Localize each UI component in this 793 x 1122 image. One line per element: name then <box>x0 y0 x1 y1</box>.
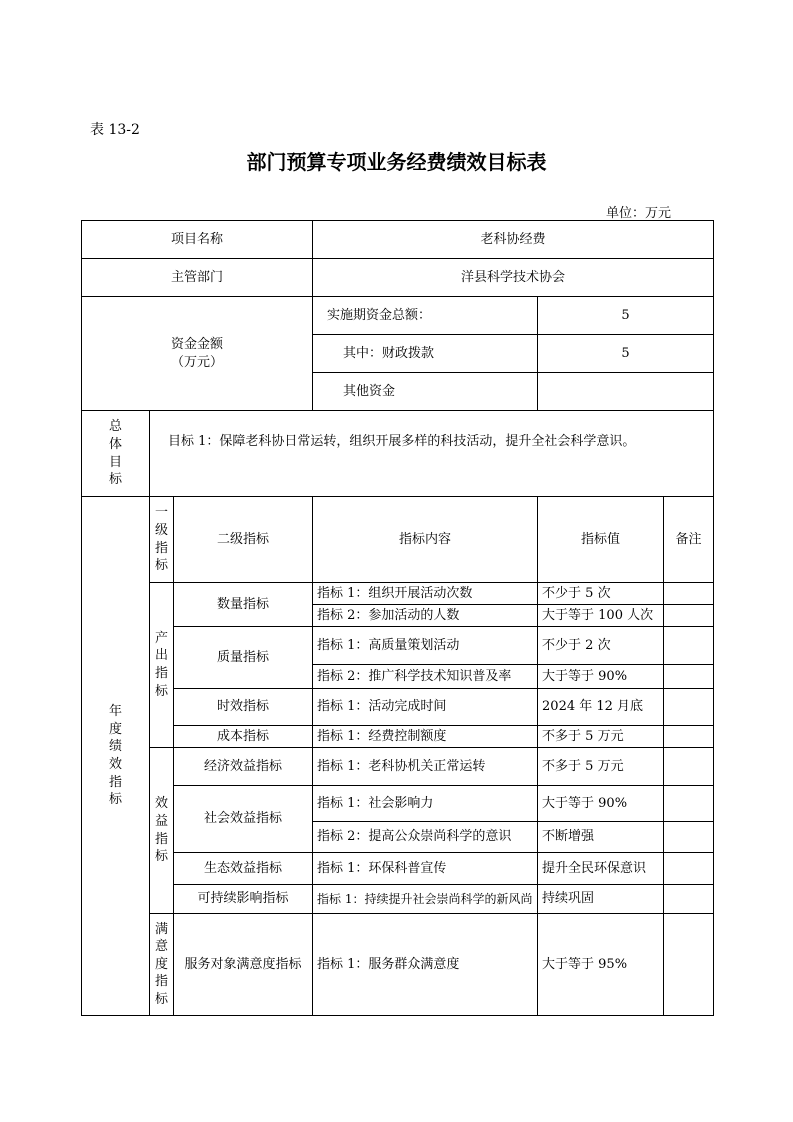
indicator-note <box>664 914 714 1016</box>
service-satisfaction-indicator: 服务对象满意度指标 <box>174 914 313 1016</box>
indicator-content: 指标 1：服务群众满意度 <box>313 914 538 1016</box>
social-indicator: 社会效益指标 <box>174 786 313 853</box>
department-value: 洋县科学技术协会 <box>313 259 714 297</box>
indicator-note <box>664 689 714 726</box>
table-row <box>82 221 714 259</box>
table-row <box>82 497 714 583</box>
performance-table <box>81 220 714 1016</box>
quality-indicator: 质量指标 <box>174 627 313 689</box>
table-row <box>82 885 714 914</box>
indicator-value: 不少于 2 次 <box>538 627 664 665</box>
project-name-label: 项目名称 <box>82 221 313 259</box>
table-row <box>82 914 714 1016</box>
indicator-note <box>664 786 714 822</box>
indicator-content: 指标 2：提高公众崇尚科学的意识 <box>313 822 538 853</box>
table-row <box>82 411 714 497</box>
indicator-note <box>664 627 714 665</box>
indicator-value: 提升全民环保意识 <box>538 853 664 885</box>
indicator-content: 指标 1：持续提升社会崇尚科学的新风尚 <box>313 885 538 914</box>
indicator-content: 指标 1：活动完成时间 <box>313 689 538 726</box>
indicator-value: 大于等于 90% <box>538 786 664 822</box>
benefit-indicators-label: 效 益 指 标 <box>150 748 174 914</box>
total-fund-value: 5 <box>538 297 714 335</box>
sustainable-indicator: 可持续影响指标 <box>174 885 313 914</box>
table-row <box>82 583 714 605</box>
table-row <box>82 689 714 726</box>
department-label: 主管部门 <box>82 259 313 297</box>
timeliness-indicator: 时效指标 <box>174 689 313 726</box>
value-header: 指标值 <box>538 497 664 583</box>
table-row <box>82 748 714 786</box>
fiscal-fund-value: 5 <box>538 335 714 373</box>
indicator-value: 大于等于 95% <box>538 914 664 1016</box>
other-fund-label: 其他资金 <box>313 373 538 411</box>
annual-indicators-label: 年 度 绩 效 指 标 <box>82 497 150 1016</box>
table-row <box>82 259 714 297</box>
indicator-content: 指标 1：经费控制额度 <box>313 726 538 748</box>
table-caption: 表 13-2 <box>90 122 140 138</box>
fund-label-line1: 资金金额 <box>171 336 224 352</box>
table-row <box>82 627 714 665</box>
indicator-note <box>664 583 714 605</box>
output-indicators-label: 产 出 指 标 <box>150 583 174 748</box>
indicator-content: 指标 1：环保科普宣传 <box>313 853 538 885</box>
page-title: 部门预算专项业务经费绩效目标表 <box>246 150 547 174</box>
quantity-indicator: 数量指标 <box>174 583 313 627</box>
indicator-value: 不多于 5 万元 <box>538 748 664 786</box>
table-row <box>82 297 714 335</box>
fiscal-fund-label: 其中：财政拨款 <box>313 335 538 373</box>
unit-label: 单位：万元 <box>606 206 672 221</box>
indicator-value: 不多于 5 万元 <box>538 726 664 748</box>
indicator-value: 持续巩固 <box>538 885 664 914</box>
indicator-note <box>664 605 714 627</box>
indicator-value: 不少于 5 次 <box>538 583 664 605</box>
cost-indicator: 成本指标 <box>174 726 313 748</box>
indicator-value: 不断增强 <box>538 822 664 853</box>
level2-header: 二级指标 <box>174 497 313 583</box>
total-fund-label: 实施期资金总额： <box>313 297 538 335</box>
indicator-note <box>664 748 714 786</box>
economic-indicator: 经济效益指标 <box>174 748 313 786</box>
table-row <box>82 853 714 885</box>
content-header: 指标内容 <box>313 497 538 583</box>
fund-amount-label <box>82 297 313 411</box>
indicator-content: 指标 1：老科协机关正常运转 <box>313 748 538 786</box>
indicator-content: 指标 1：社会影响力 <box>313 786 538 822</box>
satisfaction-indicators-label: 满 意 度 指 标 <box>150 914 174 1016</box>
other-fund-value <box>538 373 714 411</box>
indicator-content: 指标 2：推广科学技术知识普及率 <box>313 665 538 689</box>
indicator-note <box>664 726 714 748</box>
table-row <box>82 726 714 748</box>
note-header: 备注 <box>664 497 714 583</box>
indicator-note <box>664 885 714 914</box>
indicator-content: 指标 2：参加活动的人数 <box>313 605 538 627</box>
indicator-content: 指标 1：组织开展活动次数 <box>313 583 538 605</box>
indicator-note <box>664 665 714 689</box>
indicator-note <box>664 853 714 885</box>
indicator-content: 指标 1：高质量策划活动 <box>313 627 538 665</box>
indicator-value: 大于等于 90% <box>538 665 664 689</box>
indicator-value: 大于等于 100 人次 <box>538 605 664 627</box>
level1-header: 一 级 指 标 <box>150 497 174 583</box>
table-row <box>82 786 714 822</box>
ecological-indicator: 生态效益指标 <box>174 853 313 885</box>
fund-label-line2: （万元） <box>171 354 224 370</box>
overall-goal-label: 总 体 目 标 <box>82 411 150 497</box>
overall-goal-text: 目标 1：保障老科协日常运转，组织开展多样的科技活动，提升全社会科学意识。 <box>150 411 714 497</box>
indicator-value: 2024 年 12 月底 <box>538 689 664 726</box>
project-name-value: 老科协经费 <box>313 221 714 259</box>
indicator-note <box>664 822 714 853</box>
